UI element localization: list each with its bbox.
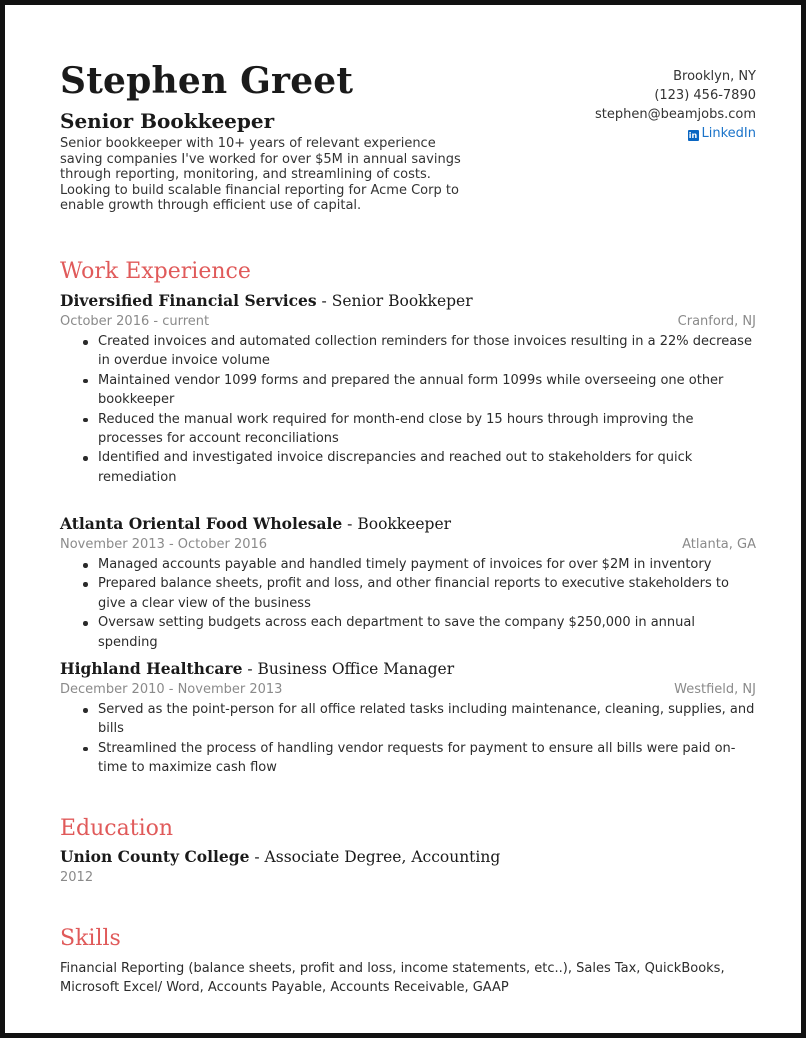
job-bullet: Maintained vendor 1099 forms and prepared the annual form 1099s while overseeing one other bookkeeper — [80, 371, 756, 410]
contact-block — [595, 67, 756, 143]
job-org: Diversified Financial Services — [60, 291, 317, 310]
job-header — [60, 658, 756, 680]
education-degree: - Associate Degree, Accounting — [249, 848, 501, 866]
job-role: - Senior Bookkeper — [316, 292, 473, 310]
job-header — [60, 290, 756, 312]
job-location: Atlanta, GA — [682, 537, 756, 552]
job-meta — [60, 680, 756, 700]
contact-email[interactable]: stephen@beamjobs.com — [595, 107, 756, 122]
job-role: - Bookkeeper — [342, 515, 452, 533]
job-org: Highland Healthcare — [60, 659, 243, 678]
education-year: 2012 — [60, 870, 94, 885]
job-header — [60, 513, 756, 535]
linkedin-label[interactable]: LinkedIn — [701, 126, 756, 141]
job-bullet: Prepared balance sheets, profit and loss, and other financial reports to executive stakeholders to give a clear view of the business — [80, 574, 756, 613]
job-org: Atlanta Oriental Food Wholesale — [60, 514, 343, 533]
job-bullet: Created invoices and automated collection reminders for those invoices resulting in a 22% decrease in overdue invoice volume — [80, 332, 756, 371]
job-location: Cranford, NJ — [677, 314, 756, 329]
job-role: - Business Office Manager — [242, 660, 455, 678]
job-bullets — [80, 332, 756, 487]
job-bullet: Served as the point-person for all office related tasks including maintenance, cleaning, supplies, and bills — [80, 700, 756, 739]
summary-text: Senior bookkeeper with 10+ years of relevant experience saving companies I've worked for over $5M in annual savings through reporting, monitoring, and streamlining of costs. Looking to build scalable financial reporting for Acme Corp to enable growth through efficient use of capital. — [60, 136, 461, 213]
resume-page — [60, 57, 756, 996]
job-bullets — [80, 555, 756, 652]
job-dates: October 2016 - current — [60, 314, 210, 329]
job-dates: November 2013 - October 2016 — [60, 537, 268, 552]
job-meta — [60, 535, 756, 555]
education-heading: Education — [60, 816, 174, 841]
job-dates: December 2010 - November 2013 — [60, 682, 283, 697]
job-bullet: Streamlined the process of handling vendor requests for payment to ensure all bills were paid on-time to maximize cash flow — [80, 739, 756, 778]
contact-phone: (123) 456-7890 — [654, 88, 756, 103]
skills-entry — [60, 959, 756, 998]
skills-text: Financial Reporting (balance sheets, profit and loss, income statements, etc..), Sales Tax, QuickBooks, Microsoft Excel/ Word, Accounts Payable, Accounts Receivable, GAAP — [60, 961, 725, 996]
linkedin-link[interactable] — [595, 124, 756, 143]
job-entry — [60, 658, 756, 778]
education-entry — [60, 846, 756, 888]
job-meta — [60, 312, 756, 332]
skills-heading: Skills — [60, 926, 121, 951]
education-header — [60, 846, 756, 868]
candidate-name: Stephen Greet — [60, 60, 354, 102]
contact-location: Brooklyn, NY — [673, 69, 756, 84]
job-bullet: Reduced the manual work required for month-end close by 15 hours through improving the processes for account reconciliations — [80, 410, 756, 449]
job-entry — [60, 513, 756, 652]
education-school: Union County College — [60, 847, 250, 866]
job-bullets — [80, 700, 756, 778]
work-experience-heading: Work Experience — [60, 259, 251, 284]
job-bullet: Oversaw setting budgets across each department to save the company $250,000 in annual spending — [80, 613, 756, 652]
linkedin-icon: in — [688, 131, 698, 140]
job-entry — [60, 290, 756, 487]
job-bullet: Identified and investigated invoice discrepancies and reached out to stakeholders for quick remediation — [80, 448, 756, 487]
job-location: Westfield, NJ — [674, 682, 756, 697]
candidate-title: Senior Bookkeeper — [60, 109, 275, 133]
job-bullet: Managed accounts payable and handled timely payment of invoices for over $2M in inventory — [80, 555, 756, 574]
